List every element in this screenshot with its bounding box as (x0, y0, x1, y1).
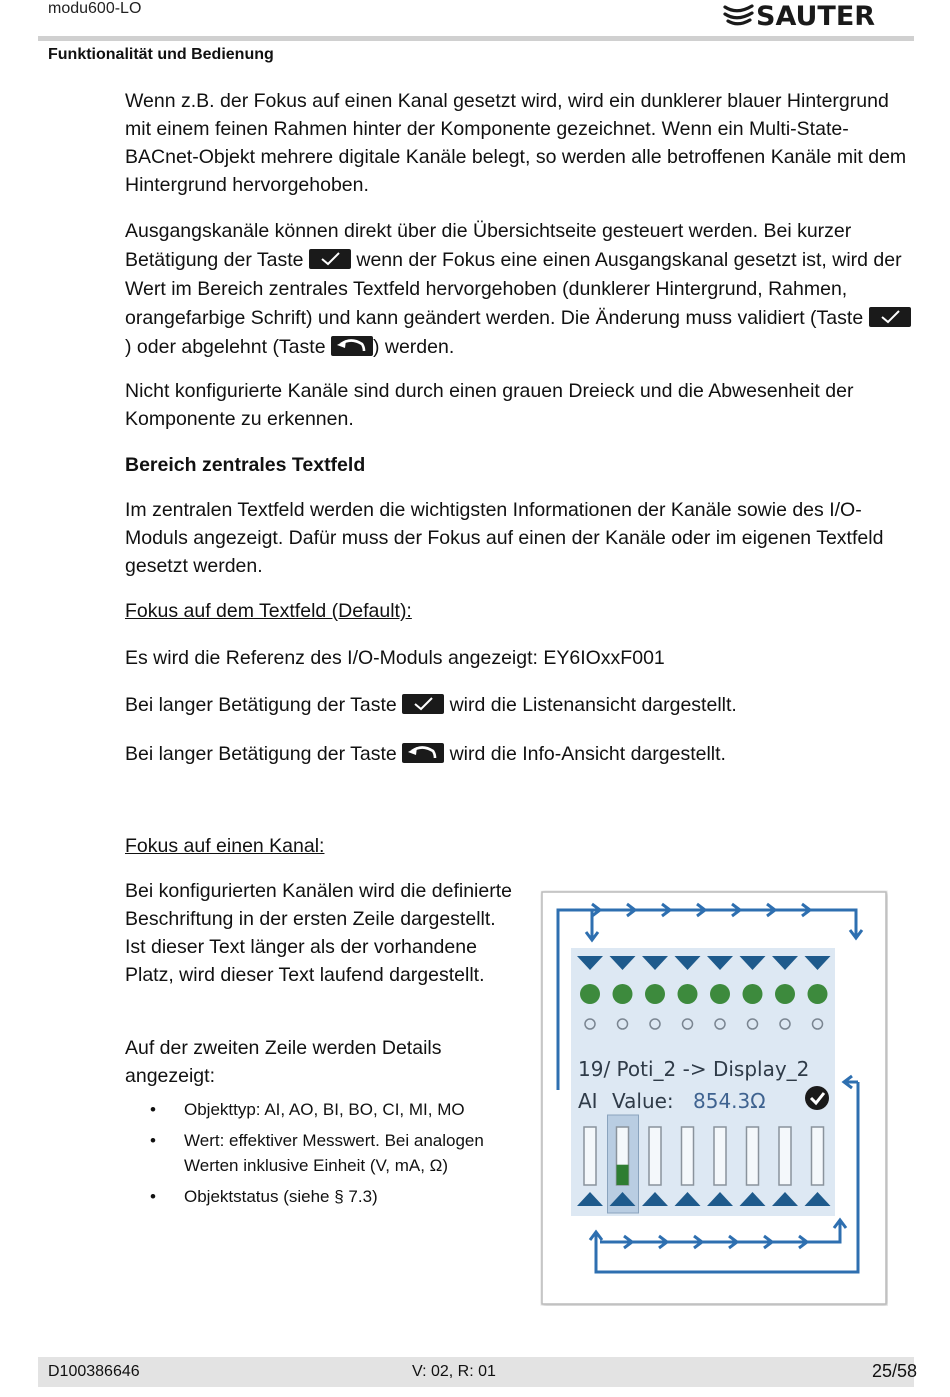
value-label-text: Value: (612, 1089, 674, 1113)
subheading-focus-textfield: Fokus auf dem Textfeld (Default): (125, 600, 412, 622)
check-key-icon (869, 307, 911, 327)
text: Bei langer Betätigung der Taste (125, 694, 403, 716)
status-led (645, 984, 665, 1004)
status-led (808, 984, 828, 1004)
paragraph-output-channels (125, 217, 915, 362)
section-header: Funktionalität und Bedienung (48, 46, 274, 63)
list-item: • Objekttyp: AI, AO, BI, BO, CI, MI, MO (150, 1097, 520, 1122)
text: wenn der Fokus eine einen Ausgangskanal gesetzt ist, wird der Wert im Bereich zentrales Textfeld hervorgehoben (dunklerer Hintergrund, Rahmen, orangefarbige Schrift) und kann geändert werden. Die Änderung muss validiert (Taste (125, 249, 902, 329)
text: wird die Listenansicht dargestellt. (444, 694, 737, 716)
footer-page-number: 25/58 (872, 1361, 918, 1381)
sauter-logo (722, 0, 902, 28)
footer-document-number: D100386646 (48, 1363, 140, 1380)
paragraph-focus-background: Wenn z.B. der Fokus auf einen Kanal gesetzt wird, wird ein dunklerer blauer Hintergrund mit einem feinen Rahmen hinter der Komponente gezeichnet. Wenn ein Multi-State-BACnet-Objekt mehrere digitale Kanäle belegt, so werden alle betroffenen Kanäle mit dem Hintergrund hervorgehoben. (125, 90, 907, 196)
channel-bar (682, 1127, 694, 1185)
paragraph-channel-label: Bei konfigurierten Kanälen wird die definierte Beschriftung in der ersten Zeile dargestellt. Ist dieser Text länger als der vorhandene Platz, wird dieser Text laufend dargestellt. (125, 880, 512, 986)
brand-text: SAUTER (756, 1, 876, 28)
device-display-figure (540, 890, 888, 1306)
status-led (613, 984, 633, 1004)
paragraph-unconfigured-channels: Nicht konfigurierte Kanäle sind durch einen grauen Dreieck und die Abwesenheit der Komponente zu erkennen. (125, 380, 854, 430)
check-key-icon (309, 249, 351, 269)
check-circle-icon (805, 1086, 829, 1110)
check-key-icon (402, 694, 444, 714)
back-key-icon (402, 743, 444, 763)
text: ) werden. (372, 336, 455, 358)
text: Bei langer Betätigung der Taste (125, 743, 403, 765)
header-rule (38, 36, 914, 41)
status-led (580, 984, 600, 1004)
channel-bar (812, 1127, 824, 1185)
paragraph-long-press-info (125, 740, 915, 768)
channel-bar-fill (617, 1165, 629, 1185)
status-led (775, 984, 795, 1004)
paragraph-second-line: Auf der zweiten Zeile werden Details angezeigt: (125, 1037, 442, 1087)
back-key-icon (331, 336, 373, 356)
status-led (710, 984, 730, 1004)
text: Ausgangskanäle können direkt über die Übersichtseite gesteuert werden. Bei kurzer Betätigung der Taste (125, 220, 852, 271)
details-list (150, 1097, 520, 1215)
channel-bar (584, 1127, 596, 1185)
channel-label-text: 19/ Poti_2 -> Display_2 (578, 1057, 810, 1081)
heading-central-textfield: Bereich zentrales Textfeld (125, 454, 366, 476)
channel-bar (779, 1127, 791, 1185)
channel-bar (649, 1127, 661, 1185)
device-display-svg (540, 890, 888, 1306)
paragraph-long-press-list (125, 691, 915, 719)
paragraph-central-textfield: Im zentralen Textfeld werden die wichtigsten Informationen der Kanäle sowie des I/O-Moduls angezeigt. Dafür muss der Fokus auf einen der Kanäle oder im eigenen Textfeld gesetzt werden. (125, 499, 884, 577)
status-led (743, 984, 763, 1004)
object-type-text: AI (578, 1089, 598, 1113)
paragraph-module-reference: Es wird die Referenz des I/O-Moduls angezeigt: EY6IOxxF001 (125, 647, 665, 669)
list-item: • Wert: effektiver Messwert. Bei analogen Werten inklusive Einheit (V, mA, Ω) (150, 1128, 520, 1178)
footer-version: V: 02, R: 01 (412, 1363, 496, 1380)
status-led (678, 984, 698, 1004)
channel-bar (747, 1127, 759, 1185)
document-id: modu600-LO (48, 0, 142, 17)
value-text: 854.3Ω (693, 1089, 766, 1113)
channel-bar (714, 1127, 726, 1185)
text: ) oder abgelehnt (Taste (125, 336, 331, 358)
subheading-focus-channel: Fokus auf einen Kanal: (125, 835, 325, 857)
list-item: • Objektstatus (siehe § 7.3) (150, 1184, 520, 1209)
text: wird die Info-Ansicht dargestellt. (444, 743, 726, 765)
